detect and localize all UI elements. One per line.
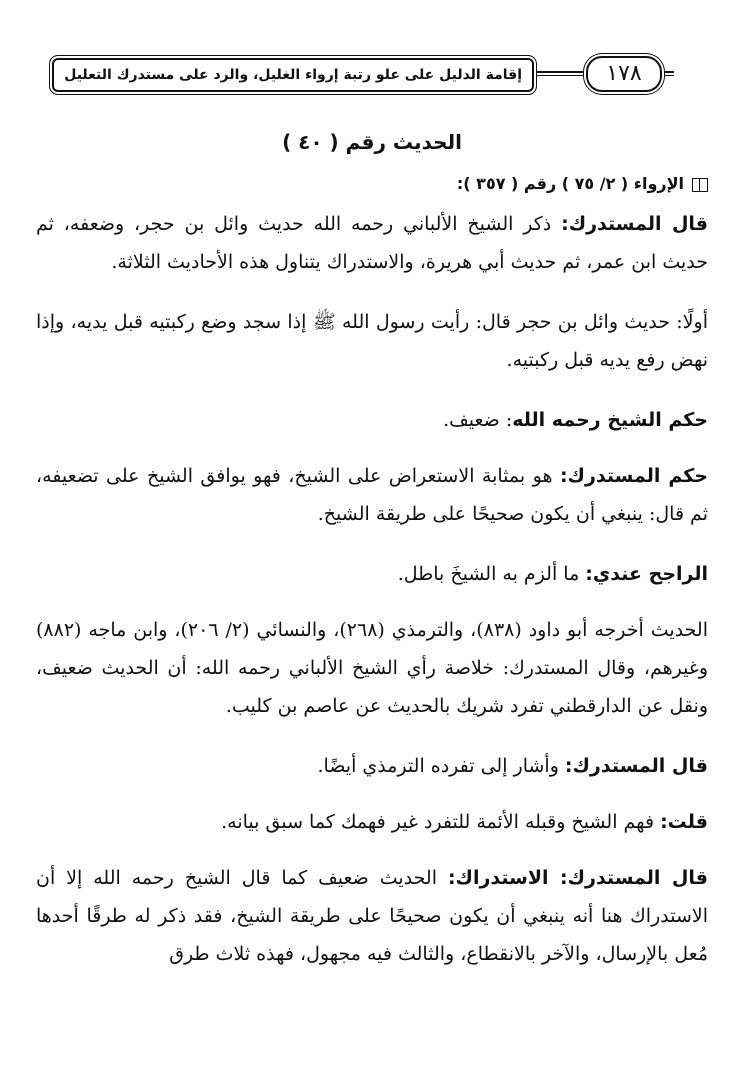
irwa-reference bbox=[36, 174, 708, 193]
paragraph-label: حكم المستدرك: bbox=[559, 465, 709, 487]
running-header bbox=[64, 54, 674, 94]
paragraph-text: أولًا: حديث وائل بن حجر قال: رأيت رسول الله ﷺ إذا سجد وضع ركبتيه قبل يديه، وإذا نهض رفع يديه قبل ركبتيه. bbox=[36, 311, 708, 371]
paragraph-text: ما ألزم به الشيخَ باطل. bbox=[397, 563, 586, 585]
paragraph bbox=[36, 747, 708, 785]
page-body bbox=[36, 130, 708, 995]
paragraph-label: قال المستدرك: bbox=[564, 755, 708, 777]
paragraph bbox=[36, 401, 708, 439]
paragraph-text: وأشار إلى تفرده الترمذي أيضًا. bbox=[317, 755, 565, 777]
paragraph bbox=[36, 303, 708, 379]
paragraph-text: فهم الشيخ وقبله الأئمة للتفرد غير فهمك كما سبق بيانه. bbox=[221, 811, 661, 833]
paragraph bbox=[36, 205, 708, 281]
paragraph-text: الحديث ضعيف كما قال الشيخ رحمه الله إلا أن الاستدراك هنا أنه ينبغي أن يكون صحيحًا على طريقة الشيخ، فقد ذكر له طرقًا أحدها مُعل بالإرسال، والآخر بالانقطاع، والثالث فيه مجهول، فهذه ثلاث طرق bbox=[36, 867, 708, 965]
paragraph-label: حكم الشيخ رحمه الله bbox=[512, 409, 708, 431]
paragraph-label: الراجح عندي: bbox=[585, 563, 708, 585]
paragraph bbox=[36, 803, 708, 841]
running-title: إقامة الدليل على علو رتبة إرواء الغليل، والرد على مستدرك التعليل bbox=[52, 58, 534, 92]
paragraph-label: قال المستدرك: bbox=[561, 213, 708, 235]
paragraph bbox=[36, 859, 708, 973]
paragraph-text: ذكر الشيخ الألباني رحمه الله حديث وائل بن حجر، وضعفه، ثم حديث ابن عمر، ثم حديث أبي هريرة، والاستدراك يتناول هذه الأحاديث الثلاثة. bbox=[36, 213, 708, 273]
paragraph-text: : ضعيف. bbox=[443, 409, 513, 431]
hadith-heading: الحديث رقم ( ٤٠ ) bbox=[282, 130, 462, 154]
page-number: ١٧٨ bbox=[586, 56, 662, 92]
paragraph bbox=[36, 555, 708, 593]
paragraph-label: قلت: bbox=[660, 811, 708, 833]
paragraph-text: الحديث أخرجه أبو داود (٨٣٨)، والترمذي (٢٦٨)، والنسائي (٢/ ٢٠٦)، وابن ماجه (٨٨٢) وغيرهم، وقال المستدرك: خلاصة رأي الشيخ الألباني رحمه الله: أن الحديث ضعيف، ونقل عن الدارقطني تفرد شريك بالحديث عن عاصم بن كليب. bbox=[36, 619, 708, 717]
paragraph bbox=[36, 457, 708, 533]
paragraph bbox=[36, 611, 708, 725]
book-icon bbox=[692, 178, 708, 192]
reference-text: الإرواء ( ٢/ ٧٥ ) رقم ( ٣٥٧ ): bbox=[456, 174, 684, 193]
paragraph-label: قال المستدرك: الاستدراك: bbox=[447, 867, 708, 889]
paragraph-text: هو بمثابة الاستعراض على الشيخ، فهو يوافق الشيخ على تضعيفه، ثم قال: ينبغي أن يكون صحيحًا على طريقة الشيخ. bbox=[36, 465, 708, 525]
